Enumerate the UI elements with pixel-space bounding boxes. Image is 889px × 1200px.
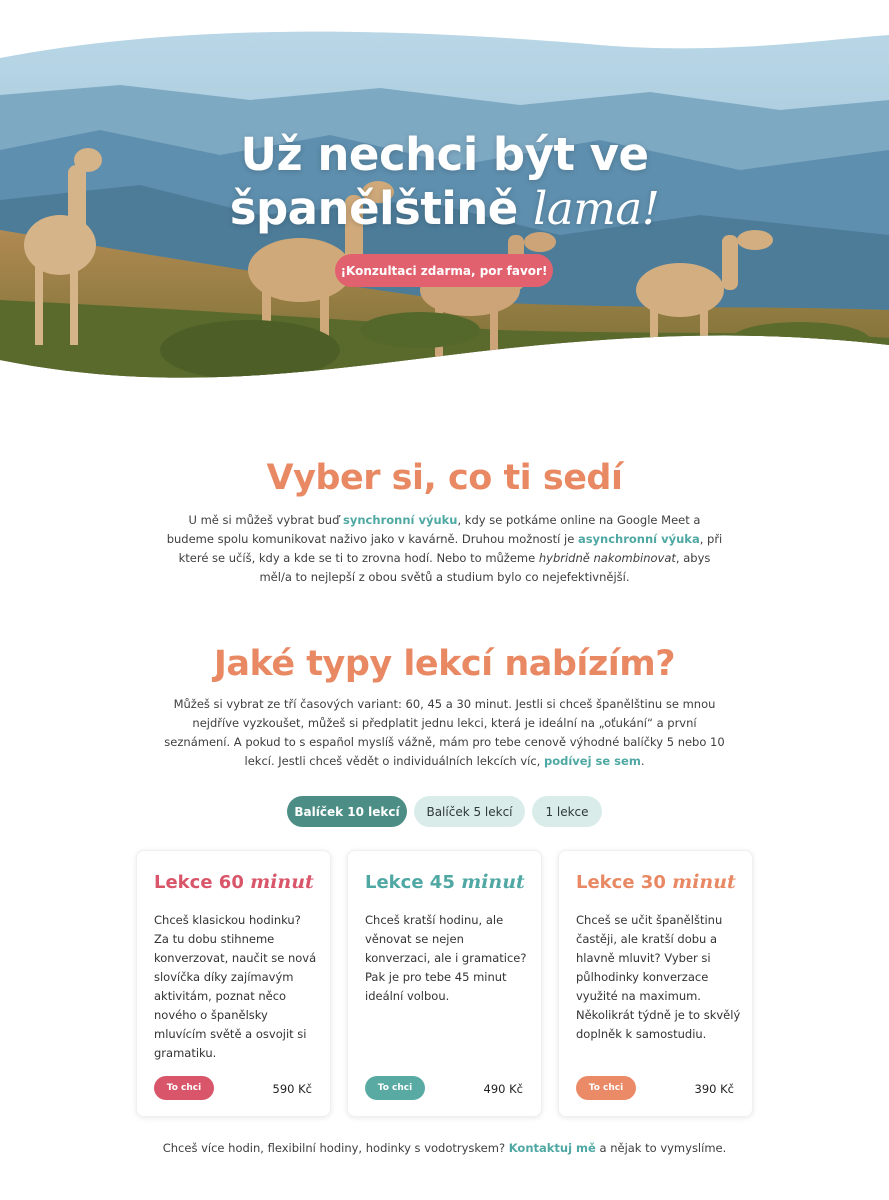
contact-line bbox=[0, 1141, 889, 1155]
text: Můžeš si vybrat ze tří časových variant: 60, 45 a 30 minut. Jestli si chceš španělštinu se mnou nejdříve vyzkoušet, můžeš si předplatit jednu lekci, která je ideální na „oťukání“ a první seznámení. A pokud to s español myslíš vážně, mám pro tebe cenově výhodné balíčky 5 nebo 10 lekcí. Jestli chceš vědět o individuálních lekcích víc, bbox=[164, 697, 725, 768]
tab-package-5[interactable]: Balíček 5 lekcí bbox=[414, 796, 525, 827]
card-title-script: minut bbox=[672, 871, 736, 893]
card-title-text: Lekce 30 bbox=[576, 872, 673, 893]
lesson-card-45 bbox=[347, 850, 542, 1117]
text: . bbox=[640, 754, 645, 768]
want-it-button[interactable]: To chci bbox=[154, 1076, 214, 1100]
text: U mě si můžeš vybrat buď bbox=[188, 513, 344, 527]
synchronous-link[interactable]: synchronní výuku bbox=[343, 513, 458, 527]
look-here-link[interactable]: podívej se sem bbox=[543, 754, 641, 768]
hero-title-script: lama! bbox=[532, 182, 660, 235]
card-price: 590 Kč bbox=[272, 1082, 312, 1096]
card-price: 490 Kč bbox=[483, 1082, 523, 1096]
text-emphasis: hybridně nakombinovat bbox=[538, 551, 676, 565]
choose-heading: Vyber si, co ti sedí bbox=[266, 458, 623, 498]
text: , při které se učíš, kdy a kde se ti to zrovna hodí. Nebo to můžeme bbox=[178, 532, 723, 565]
package-tabs bbox=[0, 796, 889, 827]
lesson-card-60 bbox=[136, 850, 331, 1117]
card-description: Chceš kratší hodinu, ale věnovat se nejen konverzaci, ale i gramatice? Pak je pro tebe 45 minut ideální volbou. bbox=[365, 913, 527, 1003]
choose-paragraph bbox=[164, 511, 725, 587]
text: , abys měl/a to nejlepší z obou světů a studium bylo co nejefektivnější. bbox=[259, 551, 711, 584]
want-it-button[interactable]: To chci bbox=[576, 1076, 636, 1100]
card-title-script: minut bbox=[461, 871, 525, 893]
hero-title-line1: Už nechci být ve bbox=[240, 128, 649, 181]
card-title-script: minut bbox=[250, 871, 314, 893]
card-price: 390 Kč bbox=[694, 1082, 734, 1096]
card-title-text: Lekce 45 bbox=[365, 872, 462, 893]
card-title bbox=[154, 871, 314, 893]
card-title bbox=[576, 871, 736, 893]
card-title-text: Lekce 60 bbox=[154, 872, 251, 893]
hero-title-line2: španělštině bbox=[229, 182, 533, 235]
lesson-card-30 bbox=[558, 850, 753, 1117]
card-description: Chceš se učit španělštinu častěji, ale kratší dobu a hlavně mluvit? Vyber si půlhodinky konverzace využité na maximum. Několikrát týdně je to skvělý doplněk k samostudiu. bbox=[576, 913, 741, 1041]
asynchronous-link[interactable]: asynchronní výuka bbox=[577, 532, 700, 546]
contact-me-link[interactable]: Kontaktuj mě bbox=[508, 1141, 596, 1155]
want-it-button[interactable]: To chci bbox=[365, 1076, 425, 1100]
text: , kdy se potkáme online na Google Meet a budeme spolu komunikovat naživo jako v kavárně. Druhou možností je bbox=[166, 513, 701, 546]
free-consultation-button[interactable]: ¡Konzultaci zdarma, por favor! bbox=[335, 254, 553, 287]
tab-package-10[interactable]: Balíček 10 lekcí bbox=[287, 796, 407, 827]
text: a nějak to vymyslíme. bbox=[595, 1141, 727, 1155]
text: Chceš více hodin, flexibilní hodiny, hodinky s vodotryskem? bbox=[162, 1141, 509, 1155]
types-heading: Jaké typy lekcí nabízím? bbox=[213, 644, 676, 684]
tab-single-lesson[interactable]: 1 lekce bbox=[532, 796, 602, 827]
hero-title bbox=[0, 128, 889, 236]
types-paragraph bbox=[164, 695, 725, 771]
card-title bbox=[365, 871, 525, 893]
card-description: Chceš klasickou hodinku? Za tu dobu stihneme konverzovat, naučit se nová slovíčka díky zajímavým aktivitám, poznat něco nového o španělsky mluvícím světě a osvojit si gramatiku. bbox=[154, 913, 317, 1060]
hero-section bbox=[0, 0, 889, 400]
